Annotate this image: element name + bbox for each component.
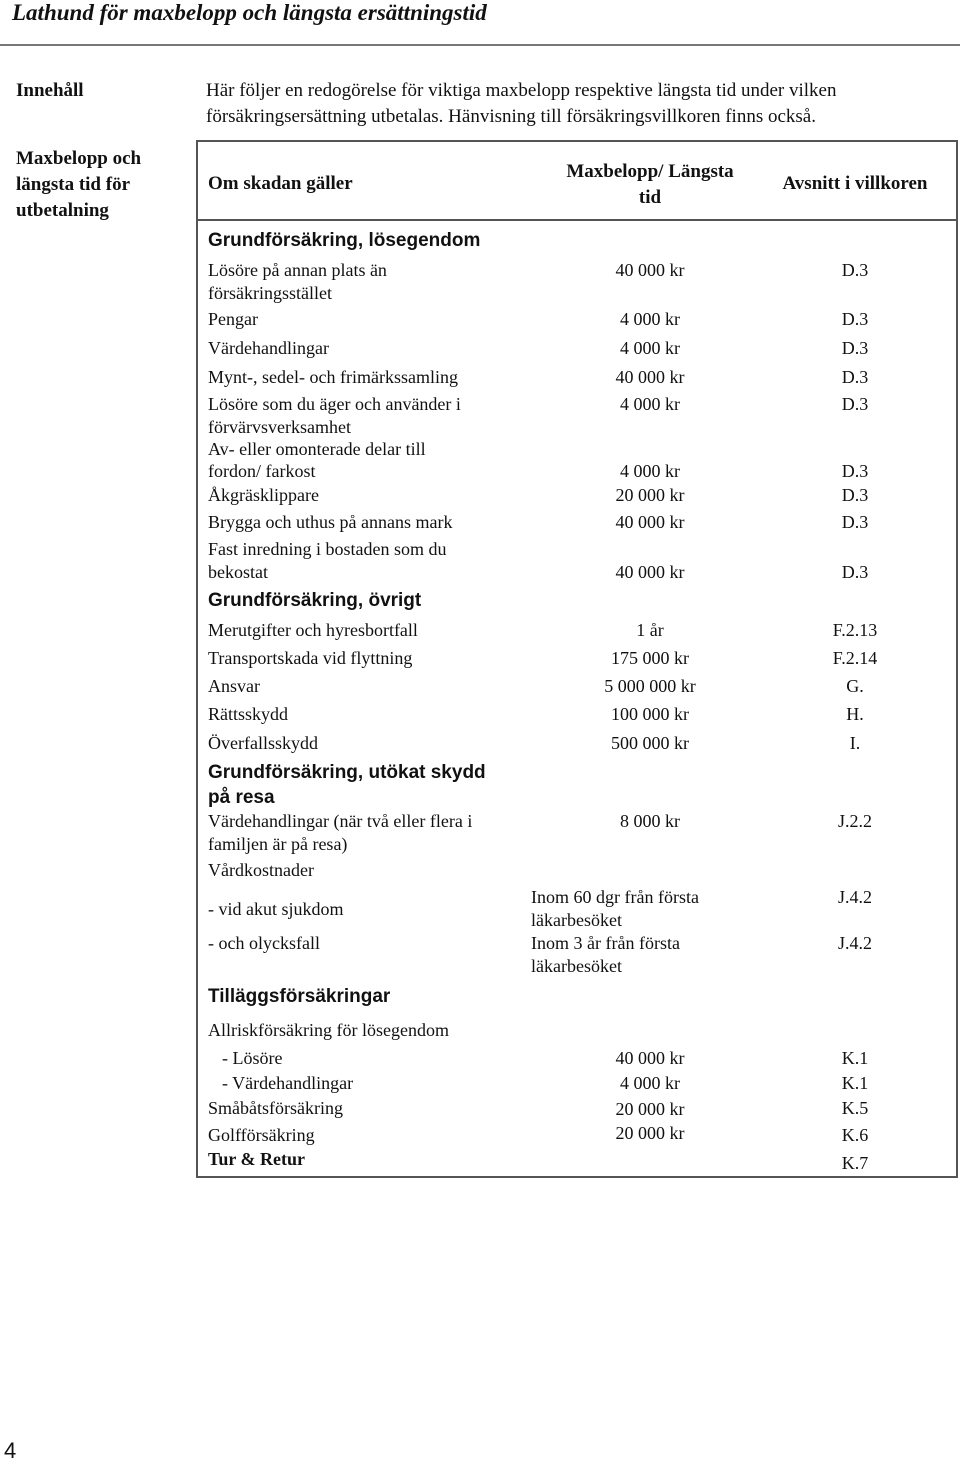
row-label-cont: försäkringsstället — [208, 283, 332, 303]
section-heading — [16, 146, 141, 224]
contents-heading: Innehåll — [16, 80, 84, 101]
section-title: Grundförsäkring, övrigt — [208, 590, 422, 611]
row-label: Lösöre på annan plats än — [208, 260, 387, 280]
row-amount: 1 år — [636, 620, 664, 640]
row-reference: D.3 — [841, 461, 869, 481]
row-amount: Inom 3 år från första — [531, 933, 680, 953]
row-reference: D.3 — [841, 260, 869, 280]
row-reference: J.4.2 — [837, 887, 872, 907]
row-amount-cont: läkarbesöket — [531, 956, 622, 976]
row-amount: 4 000 kr — [620, 309, 680, 329]
intro-paragraph: Här följer en redogörelse för viktiga maxbelopp respektive längsta tid under vilken försäkringsersättning utbetalas. Hänvisning till försäkringsvillkoren finns också. — [206, 80, 837, 127]
title-divider — [0, 44, 960, 46]
row-label: Åkgräsklippare — [208, 485, 319, 505]
page-number: 4 — [4, 1438, 17, 1463]
row-label: Merutgifter och hyresbortfall — [208, 620, 418, 640]
row-amount: 40 000 kr — [615, 512, 685, 532]
row-label: - Värdehandlingar — [222, 1073, 354, 1093]
row-label-cont: bekostat — [208, 562, 268, 582]
row-amount: 8 000 kr — [620, 811, 680, 831]
table-header-divider — [198, 219, 956, 221]
section-title: Grundförsäkring, utökat skydd — [208, 762, 486, 783]
row-amount: 4 000 kr — [620, 461, 680, 481]
row-reference: K.6 — [841, 1125, 869, 1145]
row-amount: 100 000 kr — [611, 704, 689, 724]
row-amount: 40 000 kr — [615, 367, 685, 387]
page-title: Lathund för maxbelopp och längsta ersättningstid — [12, 0, 487, 25]
row-label: Pengar — [208, 309, 258, 329]
row-amount-cont: läkarbesöket — [531, 910, 622, 930]
row-reference: K.1 — [841, 1048, 869, 1068]
row-amount: 4 000 kr — [620, 338, 680, 358]
row-label: Lösöre som du äger och använder i — [208, 394, 461, 414]
row-reference: J.2.2 — [837, 811, 872, 831]
row-label: Golfförsäkring — [208, 1125, 315, 1145]
row-amount: 5 000 000 kr — [604, 676, 696, 696]
section-title: Tilläggsförsäkringar — [208, 986, 391, 1007]
row-reference: D.3 — [841, 338, 869, 358]
column-header-amount-line2: tid — [638, 187, 662, 208]
row-reference: K.1 — [841, 1073, 869, 1093]
row-amount: 20 000 kr — [615, 1123, 685, 1143]
row-label: Av- eller omonterade delar till — [208, 439, 426, 459]
row-label: Mynt-, sedel- och frimärkssamling — [208, 367, 458, 387]
row-label: Brygga och uthus på annans mark — [208, 512, 453, 532]
row-reference: D.3 — [841, 485, 869, 505]
section-heading-line: utbetalning — [16, 200, 109, 221]
row-amount: 4 000 kr — [620, 1073, 680, 1093]
section-title-cont: på resa — [208, 787, 275, 808]
row-reference: K.5 — [841, 1098, 869, 1118]
row-amount: 20 000 kr — [615, 1099, 685, 1119]
section-heading-line: Maxbelopp och — [16, 148, 142, 169]
row-amount: Inom 60 dgr från första — [531, 887, 699, 907]
row-label: Allriskförsäkring för lösegendom — [208, 1020, 449, 1040]
section-title: Grundförsäkring, lösegendom — [208, 230, 481, 251]
row-reference: H. — [846, 704, 864, 724]
row-label: Fast inredning i bostaden som du — [208, 539, 447, 559]
row-amount: 40 000 kr — [615, 1048, 685, 1068]
row-reference: I. — [849, 733, 861, 753]
row-label: Tur & Retur — [208, 1149, 306, 1169]
row-reference: D.3 — [841, 394, 869, 414]
column-header-situation: Om skadan gäller — [208, 173, 353, 194]
row-reference: D.3 — [841, 367, 869, 387]
row-reference: J.4.2 — [837, 933, 872, 953]
row-amount: 4 000 kr — [620, 394, 680, 414]
row-reference: G. — [846, 676, 864, 696]
row-label: Värdehandlingar (när två eller flera i — [208, 811, 473, 831]
row-label: Småbåtsförsäkring — [208, 1098, 343, 1118]
row-amount: 40 000 kr — [615, 260, 685, 280]
row-label: - Lösöre — [222, 1048, 283, 1068]
row-label: Vårdkostnader — [208, 860, 314, 880]
row-amount: 20 000 kr — [615, 485, 685, 505]
row-label-cont: förvärvsverksamhet — [208, 417, 351, 437]
row-label: Transportskada vid flyttning — [208, 648, 413, 668]
row-label: Överfallsskydd — [208, 733, 318, 753]
row-label: Värdehandlingar — [208, 338, 329, 358]
row-reference: D.3 — [841, 562, 869, 582]
column-header-amount: Maxbelopp/ Längsta — [566, 161, 734, 182]
row-reference: F.2.13 — [832, 620, 878, 640]
row-label: - och olycksfall — [208, 933, 320, 953]
row-amount: 40 000 kr — [615, 562, 685, 582]
row-amount: 500 000 kr — [611, 733, 689, 753]
row-label: Rättsskydd — [208, 704, 289, 724]
row-reference: K.7 — [841, 1153, 869, 1173]
row-reference: D.3 — [841, 309, 869, 329]
column-header-section: Avsnitt i villkoren — [782, 173, 928, 194]
row-label: Ansvar — [208, 676, 260, 696]
row-amount: 175 000 kr — [611, 648, 689, 668]
row-label: - vid akut sjukdom — [208, 899, 344, 919]
section-heading-line: längsta tid för — [16, 174, 130, 195]
row-reference: F.2.14 — [832, 648, 878, 668]
row-label-cont: fordon/ farkost — [208, 461, 316, 481]
row-label-cont: familjen är på resa) — [208, 834, 348, 854]
row-reference: D.3 — [841, 512, 869, 532]
